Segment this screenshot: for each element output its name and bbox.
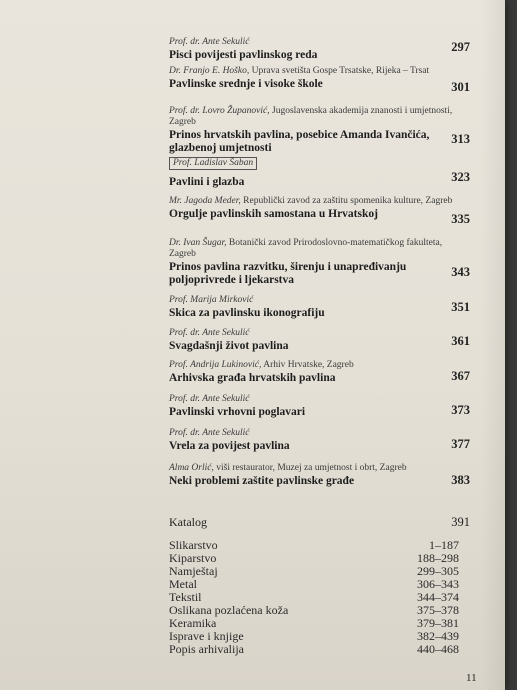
entry-title: Prinos hrvatskih pavlina, posebice Amanda Ivančića, glazbenoj umjetnosti xyxy=(169,129,430,154)
catalog-item: Slikarstvo 1–187 xyxy=(169,538,459,552)
entry-title: Pavlinske srednje i visoke škole xyxy=(169,78,323,90)
toc-entry xyxy=(169,428,469,453)
entry-page-number: 335 xyxy=(451,212,470,226)
toc-entry xyxy=(169,196,469,221)
entry-page-number: 377 xyxy=(451,437,470,451)
entry-page-number: 323 xyxy=(451,170,470,184)
entry-title: Svagdašnji život pavlina xyxy=(169,340,289,352)
toc-entry xyxy=(169,360,469,385)
entry-author: Alma Orlić, viši restaurator, Muzej za umjetnost i obrt, Zagreb xyxy=(169,463,407,473)
catalog-item: Kiparstvo 188–298 xyxy=(169,551,459,565)
entry-title: Orgulje pavlinskih samostana u Hrvatskoj xyxy=(169,208,378,220)
entry-author: Prof. dr. Ante Sekulić xyxy=(169,428,250,438)
entry-page-number: 301 xyxy=(451,80,470,94)
entry-author: Prof. dr. Ante Sekulić xyxy=(169,37,250,47)
catalog-item: Namještaj 299–305 xyxy=(169,564,459,578)
entry-title: Pavlinski vrhovni poglavari xyxy=(169,406,306,418)
catalog-item: Oslikana pozlaćena koža 375–378 xyxy=(169,603,459,617)
entry-page-number: 313 xyxy=(451,132,470,146)
catalog-item: Keramika 379–381 xyxy=(169,616,459,630)
entry-page-number: 343 xyxy=(451,265,470,279)
toc-entry xyxy=(169,37,469,62)
toc-entry xyxy=(169,66,469,91)
entry-title: Arhivska građa hrvatskih pavlina xyxy=(169,372,336,384)
entry-page-number: 297 xyxy=(451,40,470,54)
catalog-item: Isprave i knjige 382–439 xyxy=(169,629,459,643)
entry-author: Dr. Franjo E. Hoško, Uprava svetišta Gospe Trsatske, Rijeka – Trsat xyxy=(169,66,430,76)
entry-author: Dr. Ivan Šugar, Botanički zavod Prirodoslovno-matematičkog fakulteta, Zagreb xyxy=(169,238,443,259)
catalog-item: Tekstil 344–374 xyxy=(169,590,459,604)
catalog-item: Popis arhivalija 440–468 xyxy=(169,642,459,656)
entry-page-number: 367 xyxy=(451,369,470,383)
toc-entry xyxy=(169,157,469,189)
entry-title: Skica za pavlinsku ikonografiju xyxy=(169,307,325,319)
catalog-item: Metal 306–343 xyxy=(169,577,459,591)
toc-entry xyxy=(169,328,469,353)
entry-page-number: 383 xyxy=(451,473,470,487)
toc-entry xyxy=(169,295,469,320)
toc-entry xyxy=(169,238,469,287)
entry-page-number: 373 xyxy=(451,403,470,417)
toc-entry xyxy=(169,463,469,488)
entry-title: Neki problemi zaštite pavlinske građe xyxy=(169,475,355,487)
entry-title: Pavlini i glazba xyxy=(169,176,245,188)
entry-author: Prof. dr. Ante Sekulić xyxy=(169,328,250,338)
page-number: 11 xyxy=(466,672,477,684)
entry-page-number: 351 xyxy=(451,300,470,314)
toc-entry xyxy=(169,394,469,419)
entry-author: Prof. dr. Lovro Županović, Jugoslavenska akademija znanosti i umjetnosti, Zagreb xyxy=(169,106,453,127)
entry-author: Prof. dr. Ante Sekulić xyxy=(169,394,250,404)
catalog-list xyxy=(169,539,489,656)
katalog-page-number: 391 xyxy=(451,515,470,529)
entry-title: Pisci povijesti pavlinskog reda xyxy=(169,49,318,61)
entry-author: Prof. Ladislav Šaban xyxy=(169,157,469,170)
entry-title: Prinos pavlina razvitku, širenju i unapređivanju poljoprivrede i ljekarstva xyxy=(169,261,407,286)
entry-title: Vrela za povijest pavlina xyxy=(169,440,290,452)
toc-entry xyxy=(169,106,469,155)
entry-author: Prof. Andrija Lukinović, Arhiv Hrvatske, Zagreb xyxy=(169,360,354,370)
entry-page-number: 361 xyxy=(451,334,470,348)
entry-author: Prof. Marija Mirković xyxy=(169,295,254,305)
katalog-heading: Katalog xyxy=(169,515,207,529)
entry-author: Mr. Jagoda Meder, Republički zavod za zaštitu spomenika kulture, Zagreb xyxy=(169,196,453,206)
